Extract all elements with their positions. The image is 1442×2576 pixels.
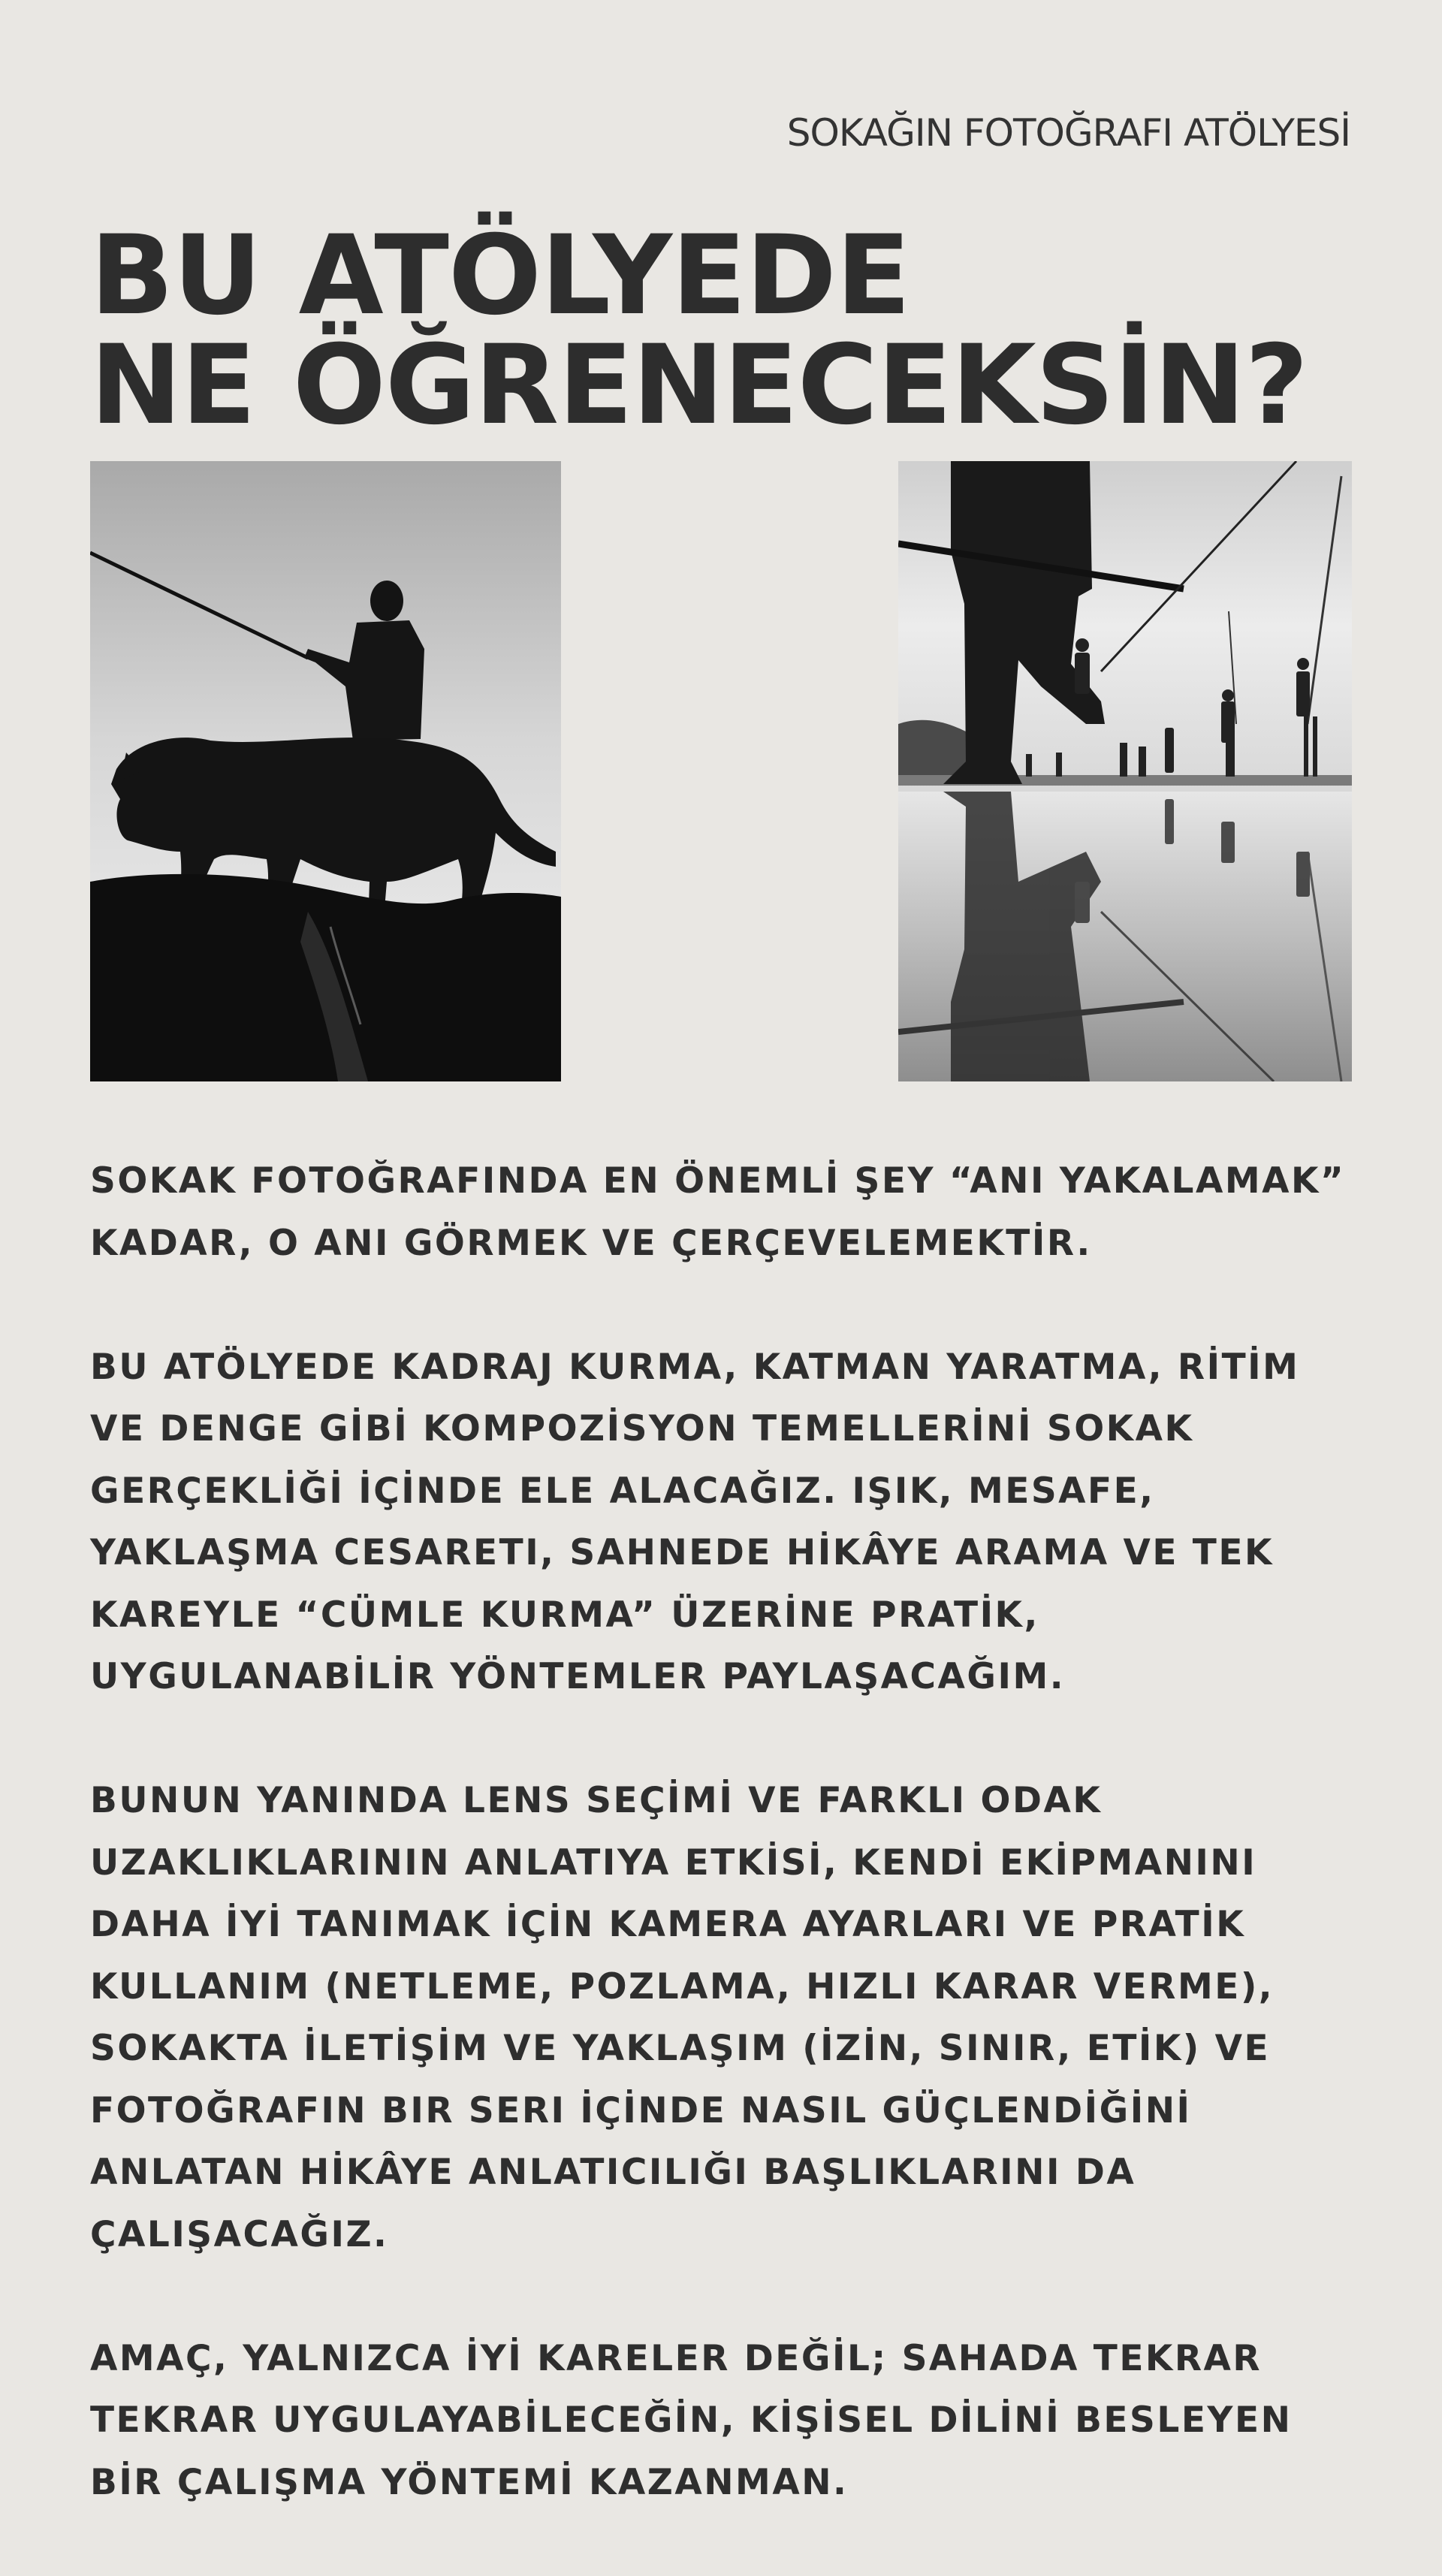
paragraph-4 — [90, 2328, 1367, 2514]
paragraph-line: KULLANIM (NETLEME, POZLAMA, HIZLI KARAR VERME), — [90, 1965, 1275, 2007]
paragraph-line: KADAR, O ANI GÖRMEK VE ÇERÇEVELEMEKTİR. — [90, 1222, 1092, 1264]
page-headline — [90, 212, 1308, 449]
paragraph-line: DAHA İYİ TANIMAK İÇİN KAMERA AYARLARI VE PRATİK — [90, 1904, 1246, 1945]
paragraph-line: GERÇEKLİĞİ İÇİNDE ELE ALACAĞIZ. IŞIK, MESAFE, — [90, 1470, 1155, 1512]
paragraph-2 — [90, 1337, 1367, 1709]
paragraph-line: BİR ÇALIŞMA YÖNTEMİ KAZANMAN. — [90, 2461, 849, 2503]
paragraph-line: BUNUN YANINDA LENS SEÇİMİ VE FARKLI ODAK — [90, 1780, 1103, 1821]
paragraph-line: ANLATAN HİKÂYE ANLATICILIĞI BAŞLIKLARINI DA — [90, 2152, 1136, 2193]
paragraph-line: SOKAK FOTOĞRAFINDA EN ÖNEMLİ ŞEY “ANI YAKALAMAK” — [90, 1160, 1346, 1202]
paragraph-line: KAREYLE “CÜMLE KURMA” ÜZERİNE PRATİK, — [90, 1594, 1039, 1636]
paragraph-line: AMAÇ, YALNIZCA İYİ KARELER DEĞİL; SAHADA TEKRAR — [90, 2337, 1263, 2379]
paragraph-line: FOTOĞRAFIN BIR SERI İÇİNDE NASIL GÜÇLENDİĞİNİ — [90, 2089, 1192, 2131]
paragraph-line: UZAKLIKLARININ ANLATIYA ETKİSİ, KENDİ EKİPMANINI — [90, 1842, 1257, 1884]
workshop-description — [90, 1151, 1367, 2576]
paragraph-line: ÇALIŞACAĞIZ. — [90, 2213, 389, 2255]
paragraph-line: SOKAKTA İLETİŞİM VE YAKLAŞIM (İZİN, SINIR, ETİK) VE — [90, 2028, 1271, 2069]
paragraph-1 — [90, 1151, 1367, 1274]
photo-fisherman-cat — [90, 461, 561, 1081]
workshop-eyebrow-title: SOKAĞIN FOTOĞRAFI ATÖLYESİ — [786, 111, 1350, 155]
paragraph-line: YAKLAŞMA CESARETI, SAHNEDE HİKÂYE ARAMA VE TEK — [90, 1532, 1274, 1573]
headline-line-1: BU ATÖLYEDE — [90, 212, 910, 339]
paragraph-3 — [90, 1770, 1367, 2266]
photo-fishermen-reflection — [898, 461, 1352, 1081]
paragraph-line: TEKRAR UYGULAYABİLECEĞİN, KİŞİSEL DİLİNİ BESLEYEN — [90, 2400, 1293, 2441]
paragraph-line: UYGULANABİLİR YÖNTEMLER PAYLAŞACAĞIM. — [90, 1656, 1066, 1697]
paragraph-line: VE DENGE GİBİ KOMPOZİSYON TEMELLERİNİ SOKAK — [90, 1408, 1194, 1449]
headline-line-2: NE ÖĞRENECEKSİN? — [90, 321, 1308, 449]
paragraph-line: BU ATÖLYEDE KADRAJ KURMA, KATMAN YARATMA, RİTİM — [90, 1346, 1300, 1388]
